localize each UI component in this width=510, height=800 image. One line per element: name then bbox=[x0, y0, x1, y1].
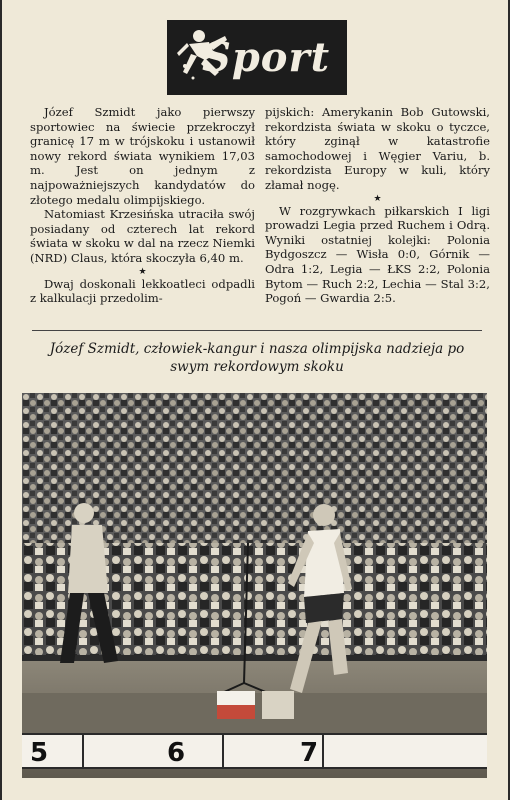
sport-masthead bbox=[167, 20, 347, 95]
paragraph-krzesinska: Natomiast Krzesińska utraciła swój posiadany od czterech lat rekord świata w skoku w dal na rzecz Niemki (NRD) Claus, która skoczyła 6,40 m. bbox=[30, 207, 255, 265]
paragraph-football: W rozgrywkach piłkarskich I ligi prowadzi Legia przed Ruchem i Odrą. Wyniki ostatniej kolejki: Polonia Bydgoszcz — Wisła 0:0, Górnik — Odra 1:2, Legia — ŁKS 2:2, Polonia Bytom — Ruch 2:2, Lechia — Stal 3:2, Pogoń — Gwardia 2:5. bbox=[265, 203, 490, 306]
star-separator: ★ bbox=[373, 193, 382, 204]
triple-jump-photo bbox=[22, 393, 487, 778]
photo-caption: Józef Szmidt, człowiek-kangur i nasza olimpijska nadzieja po swym rekordowym skoku bbox=[49, 341, 465, 375]
paragraph-szmidt: Józef Szmidt jako pierwszy sportowiec na świecie przekroczył granicę 17 m w trójskoku i ustanowił nowy rekord świata wynikiem 17,03 m. Jest on jednym z najpoważniejszych kandydatów do złotego medalu olimpijskiego. bbox=[30, 105, 255, 207]
star-separator: ★ bbox=[138, 266, 147, 277]
article-columns bbox=[30, 105, 490, 306]
article-left-column bbox=[30, 105, 255, 306]
article-right-column bbox=[265, 105, 490, 306]
section-divider bbox=[32, 330, 482, 331]
board-mark-5: 5 bbox=[30, 738, 49, 768]
board-mark-7: 7 bbox=[300, 738, 319, 768]
paragraph-athletes-continued: pijskich: Amerykanin Bob Gutowski, rekordzista świata w skoku o tyczce, który zginął w katastrofie samochodowej i Węgier Variu, b. rekordzista Europy w kuli, który złamał nogę. bbox=[265, 105, 490, 192]
board-mark-6: 6 bbox=[167, 738, 186, 768]
masthead-title: Sport bbox=[201, 34, 331, 81]
photo-illustration bbox=[22, 393, 487, 778]
paragraph-athletes: Dwaj doskonali lekkoatleci odpadli z kalkulacji przedolim- bbox=[30, 276, 255, 306]
